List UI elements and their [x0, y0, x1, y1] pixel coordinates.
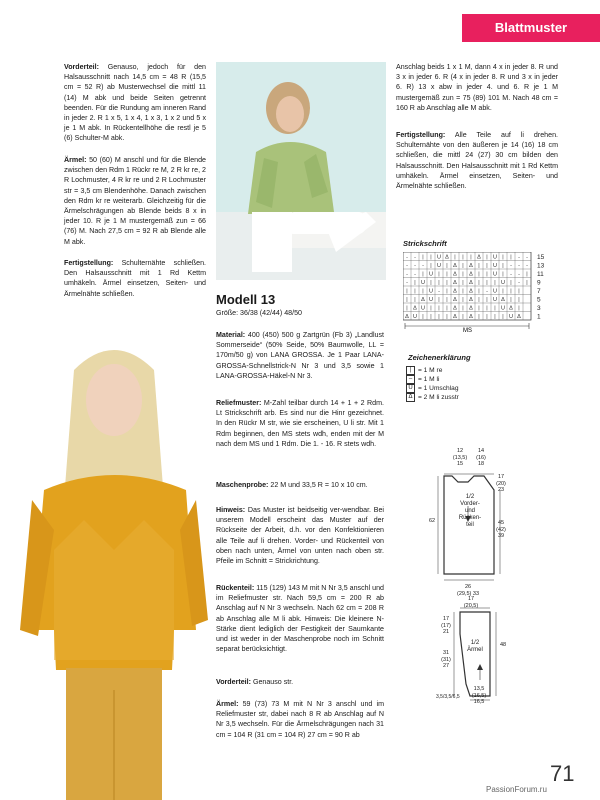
sleeve-left-mid-dim: 31 (31) 27: [441, 650, 451, 669]
row-number: 1: [537, 313, 541, 321]
chart-symbol: -: [414, 271, 416, 278]
legend-item: [406, 375, 459, 384]
chart-symbol: |: [494, 314, 496, 320]
chart-symbol: |: [526, 271, 528, 278]
chart-symbol: |: [414, 288, 416, 295]
chart-symbol: |: [430, 280, 432, 286]
chart-symbol: |: [502, 288, 504, 295]
gauge-block: [216, 480, 384, 490]
note-block: [216, 505, 384, 566]
sleeve-label: 1/2 Ärmel: [467, 640, 483, 653]
chart-symbol: Δ: [445, 254, 449, 261]
chart-symbol: Δ: [453, 263, 457, 269]
chart-symbol: Δ: [453, 305, 457, 312]
chart-symbol: |: [494, 280, 496, 286]
stitch-chart: [403, 252, 553, 334]
sleeve-instructions: [64, 155, 206, 247]
row-number: 9: [537, 279, 541, 287]
front2-block: [216, 677, 384, 687]
chart-symbol: |: [438, 314, 440, 320]
gauge-heading: Maschenprobe:: [216, 481, 269, 489]
chart-symbol: Δ: [501, 297, 505, 303]
chart-symbol: Δ: [421, 297, 425, 303]
chart-symbol: Δ: [405, 314, 409, 320]
chart-symbol: |: [462, 263, 464, 269]
chart-symbol: |: [462, 271, 464, 278]
row-number: 11: [537, 271, 544, 278]
chart-symbol: |: [462, 305, 464, 312]
chart-symbol: -: [406, 280, 408, 286]
chart-symbol: -: [406, 254, 408, 261]
front-heading: Vorderteil:: [64, 63, 99, 71]
yarn-over-symbol: U: [406, 384, 415, 393]
chart-symbol: |: [446, 263, 448, 269]
chart-symbol: |: [430, 263, 432, 269]
chart-symbol: |: [478, 314, 480, 320]
chart-symbol: U: [429, 297, 433, 303]
sleeve-heading: Ärmel:: [64, 156, 87, 164]
material-text: 400 (450) 500 g Zartgrün (Fb 3) „Landlust Sommerseide“ (50% Seide, 50% Baumwolle, LL = 170m/50 g) von LANA GROSSA. Je 1 Paar LANA-GROSSA-Schnellstrick-N Nr 3 und 3,5 sowie 1 LANA-GROSSA-Häkel-N Nr 3.: [216, 331, 384, 380]
chart-symbol: U: [429, 271, 433, 278]
chart-symbol: -: [406, 263, 408, 269]
note-text: Das Muster ist beidseitig ver-wendbar. Bei unserem Modell erscheint das Muster auf der Rückseite der Arbeit, d.h. vor den Konfektionieren alle Teile auf li drehen. Vorder- und Rückenteil von oben nach unten, Ärmel von unten nach oben str. Pfeile im Schnitt = Strickrichtung.: [216, 506, 384, 566]
chart-symbol: -: [510, 271, 512, 278]
sleeve-continued: Anschlag beids 1 x 1 M, dann 4 x in jeder 8. R und 3 x in jeder 6. R (4 x in jeder 8. R und 3 x in jeder 6. R) 13 x abw in jeder 4. und 6. R je 1 M mustergemäß zun = 75 (89) 101 M. Nach 48 cm = 160 R ab Anschlag alle M abk.: [396, 63, 558, 112]
chart-symbol: |: [478, 263, 480, 269]
chart-symbol: U: [501, 305, 505, 312]
chart-symbol: |: [406, 288, 408, 295]
sleeve-top-dim: 17 (20,5): [463, 596, 479, 609]
legend-list: [406, 366, 459, 402]
chart-symbol: |: [486, 254, 488, 261]
legend-item: [406, 366, 459, 375]
chart-symbol: -: [414, 254, 416, 261]
sleeve-right-dim: 48: [499, 642, 507, 648]
body-top-left-dim: 12 (13,5) 15: [452, 448, 468, 467]
chart-symbol: Δ: [453, 314, 457, 320]
chart-symbol: U: [413, 314, 417, 320]
legend-text: = 1 M re: [418, 367, 443, 374]
chart-symbol: Δ: [413, 305, 417, 312]
chart-symbol: |: [414, 280, 416, 286]
sleeve2-text: 59 (73) 73 M mit N Nr 3 anschl und im Reliefmuster str, dabei nach 8 R ab Anschlag auf N Nr 3,5 wechseln. Für die Ärmelschrägungen nach 31 cm = 104 R (31 cm = 104 R) 27 cm = 90 R ab: [216, 700, 384, 739]
chart-symbol: U: [493, 263, 497, 269]
model-photo-green: [216, 62, 386, 280]
chart-symbol: |: [486, 280, 488, 286]
final-text: Alle Teile auf li drehen. Schulternähte von den äußeren je 14 (16) 18 cm schließen, die mittl 24 (27) 30 cm bilden den Halsausschnitt. Den Halsausschnitt mit 1 Rd Kettm umhäkeln. Ärmel einsetzen, Seiten- und Ärmelnähte schließen.: [396, 131, 558, 191]
model-photo-yellow: [14, 330, 214, 800]
relief-text: M-Zahl teilbar durch 14 + 1 + 2 Rdm. Lt Strickschrift arb. Es sind nur die Hinr gezeichnet. In den Rückr M str, wie sie erscheinen, U li str. Mit 1 Rdm beginnen, den MS stets wdh, enden mit der M nach dem MS und 1 Rdm. Die 1. - 16. R stets wdh.: [216, 399, 384, 448]
watermark: PassionForum.ru: [486, 785, 547, 794]
chart-symbol: |: [430, 314, 432, 320]
chart-symbol: |: [422, 314, 424, 320]
front-instructions: [64, 62, 206, 144]
chart-symbol: -: [518, 263, 520, 269]
chart-symbol: U: [509, 314, 513, 320]
sleeve-text: 50 (60) M anschl und für die Blende zwischen den Rdm 1 Rückr re M, 2 R kr re, 2 R Lochmuster, 4 R kr re und 2 R Lochmuster str = 3,5 cm Blendenhöhe. Danach zwischen den Rdm kr re weiterarb. Gleichzeitig für die Ärmelschrägungen ab Blende beids 8 x in jeder 10. R je 1 M mustergemäß zun = 66 (76) M. Nach 27,5 cm = 92 R ab Blende alle M abk.: [64, 156, 206, 246]
material-heading: Material:: [216, 331, 246, 339]
chart-symbol: |: [430, 305, 432, 312]
front2-heading: Vorderteil:: [216, 678, 251, 686]
chart-symbol: U: [493, 271, 497, 278]
body-right-mid-dim: 45 (42) 39: [496, 520, 506, 539]
relief-block: [216, 398, 384, 449]
row-numbers: [537, 254, 545, 321]
sleeve-bottom-left-dim: 3,5/3,5/6,5: [436, 694, 460, 700]
chart-symbol: Δ: [509, 305, 513, 312]
chart-symbol: |: [446, 288, 448, 295]
knit-symbol: |: [406, 366, 415, 375]
chart-symbol: -: [526, 254, 528, 261]
model-photo-green-art: [216, 62, 386, 280]
chart-symbol: -: [422, 263, 424, 269]
chart-symbol: |: [494, 305, 496, 312]
chart-symbol: U: [493, 297, 497, 303]
front2-text: Genauso str.: [252, 678, 294, 686]
chart-symbol: Δ: [469, 288, 473, 295]
sleeve-left-top-dim: 17 (17) 21: [441, 616, 451, 635]
chart-symbol: |: [446, 305, 448, 312]
chart-symbol: -: [518, 271, 520, 278]
chart-symbol: |: [526, 280, 528, 286]
chart-symbol: |: [478, 280, 480, 286]
legend-text: = 2 M li zusstr: [418, 394, 459, 401]
chart-symbol: |: [438, 305, 440, 312]
chart-symbol: -: [438, 288, 440, 295]
chart-symbol: U: [437, 254, 441, 261]
body-bottom-dim: 26 (29,5) 33: [456, 584, 479, 597]
chart-symbol: Δ: [469, 271, 473, 278]
chart-symbol: |: [502, 254, 504, 261]
chart-symbol: |: [486, 305, 488, 312]
sleeve2-block: [216, 699, 384, 740]
chart-symbol: |: [446, 271, 448, 278]
chart-symbol: -: [518, 254, 520, 261]
chart-symbol: |: [518, 297, 520, 303]
material-block: [216, 330, 384, 381]
legend-title: Zeichenerklärung: [408, 353, 471, 362]
chart-symbol: |: [430, 254, 432, 261]
chart-symbol: |: [446, 314, 448, 320]
front-text: Genauso, jedoch für den Halsausschnitt nach 14,5 cm = 48 R (15,5 cm = 52 R) ab Musterwechsel die mittl 11 (14) M abk und beide Seiten getrennt beenden. Für die Rundung am inneren Rand in jeder 2. R 1 x 5, 1 x 4, 1 x 3, 1 x 2 und 5 x je 1 M abk. In Rückentellhöhe die restl je 5 (6) Schulter-M abk.: [64, 63, 206, 143]
model-title: Modell 13: [216, 292, 276, 307]
legend-item: [406, 384, 459, 393]
finishing-text: Schulternähte schließen. Den Halsausschnitt mit 1 Rd Kettm umhäkeln. Ärmel einsetzen, Seiten- und Ärmelnähte schließen.: [64, 259, 206, 298]
gauge-text: 22 M und 33,5 R = 10 x 10 cm.: [270, 481, 368, 489]
body-top-right-dim: 14 (16) 18: [476, 448, 486, 467]
final-block: [396, 130, 558, 191]
chart-symbol: -: [510, 263, 512, 269]
back-text: 115 (129) 143 M mit N Nr 3,5 anschl und im Reliefmuster str. Nach 59,5 cm = 200 R ab Anschlag auf N Nr 3 wechseln. Nach 62 cm = 208 R ab Anschlag alle M li abk. Hinweis: Die kleinere N-Stärke dient lediglich der Festigkeit der Saumkante und ist weder in der Maschenprobe noch im Schnitt separat berücksichtigt.: [216, 584, 384, 654]
chart-symbol: Δ: [469, 280, 473, 286]
back-block: [216, 583, 384, 654]
chart-symbol: Δ: [469, 305, 473, 312]
chart-symbol: U: [429, 288, 433, 295]
chart-symbol: |: [470, 254, 472, 261]
stitch-grid: [403, 252, 531, 320]
chart-symbol: Δ: [469, 263, 473, 269]
finishing-heading: Fertigstellung:: [64, 259, 114, 267]
chart-symbol: |: [422, 254, 424, 261]
chart-symbol: |: [486, 263, 488, 269]
chart-symbol: U: [493, 288, 497, 295]
final-heading: Fertigstellung:: [396, 131, 446, 139]
row-number: 5: [537, 296, 541, 304]
legend-item: [406, 393, 459, 402]
sleeve-bottom-dim: 13,5 (16,5) 16,5: [471, 686, 487, 705]
chart-symbol: U: [437, 263, 441, 269]
chart-symbol: U: [501, 280, 505, 286]
chart-symbol: |: [478, 305, 480, 312]
chart-symbol: -: [414, 263, 416, 269]
model-sizes: Größe: 36/38 (42/44) 48/50: [216, 309, 302, 317]
chart-symbol: |: [486, 297, 488, 303]
chart-symbol: |: [510, 288, 512, 295]
back-heading: Rückenteil:: [216, 584, 255, 592]
model-photo-yellow-art: [14, 330, 214, 800]
chart-symbol: Δ: [477, 254, 481, 261]
legend-text: = 1 M li: [418, 376, 440, 383]
chart-symbol: |: [478, 271, 480, 278]
chart-symbol: |: [462, 280, 464, 286]
chart-symbol: |: [518, 288, 520, 295]
chart-symbol: |: [502, 271, 504, 278]
chart-symbol: Δ: [453, 280, 457, 286]
page-number: 71: [550, 761, 575, 786]
legend-text: = 1 Umschlag: [418, 385, 459, 392]
chart-symbol: |: [422, 271, 424, 278]
relief-heading: Reliefmuster:: [216, 399, 262, 407]
chart-symbol: |: [462, 297, 464, 303]
chart-symbol: U: [421, 280, 425, 286]
chart-symbol: |: [502, 314, 504, 320]
finishing-instructions: [64, 258, 206, 299]
chart-symbol: |: [502, 263, 504, 269]
chart-symbol: |: [462, 314, 464, 320]
chart-symbol: U: [493, 254, 497, 261]
decrease-symbol: Δ: [406, 393, 415, 402]
chart-symbol: |: [446, 297, 448, 303]
note-heading: Hinweis:: [216, 506, 246, 514]
chart-symbol: -: [486, 288, 488, 295]
chart-symbol: |: [486, 314, 488, 320]
chart-symbol: |: [438, 280, 440, 286]
chart-symbol: |: [462, 254, 464, 261]
row-number: 7: [537, 288, 541, 295]
chart-symbol: Δ: [469, 314, 473, 320]
chart-symbol: |: [510, 297, 512, 303]
chart-symbol: Δ: [469, 297, 473, 303]
chart-symbol: |: [438, 297, 440, 303]
chart-symbol: |: [510, 280, 512, 286]
body-left-dim: 62: [428, 518, 436, 524]
chart-title: Strickschrift: [403, 239, 447, 248]
chart-symbol: |: [438, 271, 440, 278]
chart-symbol: |: [510, 254, 512, 261]
chart-symbol: |: [478, 297, 480, 303]
purl-symbol: –: [406, 375, 415, 384]
chart-symbol: |: [478, 288, 480, 295]
chart-symbol: |: [462, 288, 464, 295]
chart-symbol: |: [454, 254, 456, 261]
row-number: 15: [537, 254, 545, 261]
chart-symbol: Δ: [453, 271, 457, 278]
row-number: 3: [537, 305, 541, 312]
chart-symbol: Δ: [453, 297, 457, 303]
ms-label: MS: [463, 328, 472, 334]
sleeve2-heading: Ärmel:: [216, 700, 239, 708]
chart-symbol: U: [421, 305, 425, 312]
chart-symbol: |: [406, 305, 408, 312]
chart-symbol: |: [446, 280, 448, 286]
chart-symbol: |: [422, 288, 424, 295]
chart-symbol: |: [486, 271, 488, 278]
chart-symbol: -: [518, 280, 520, 286]
chart-symbol: |: [518, 305, 520, 312]
chart-symbol: Δ: [453, 288, 457, 295]
chart-symbol: |: [406, 297, 408, 303]
chart-symbol: |: [414, 297, 416, 303]
section-tab: Blattmuster: [462, 14, 600, 42]
body-right-top-dim: 17 (20) 23: [496, 474, 506, 493]
chart-symbol: -: [526, 263, 528, 269]
row-number: 13: [537, 262, 545, 270]
body-label: 1/2 Vorder- und Rücken- teil: [458, 494, 482, 528]
chart-symbol: Δ: [517, 314, 521, 320]
chart-symbol: -: [406, 271, 408, 278]
